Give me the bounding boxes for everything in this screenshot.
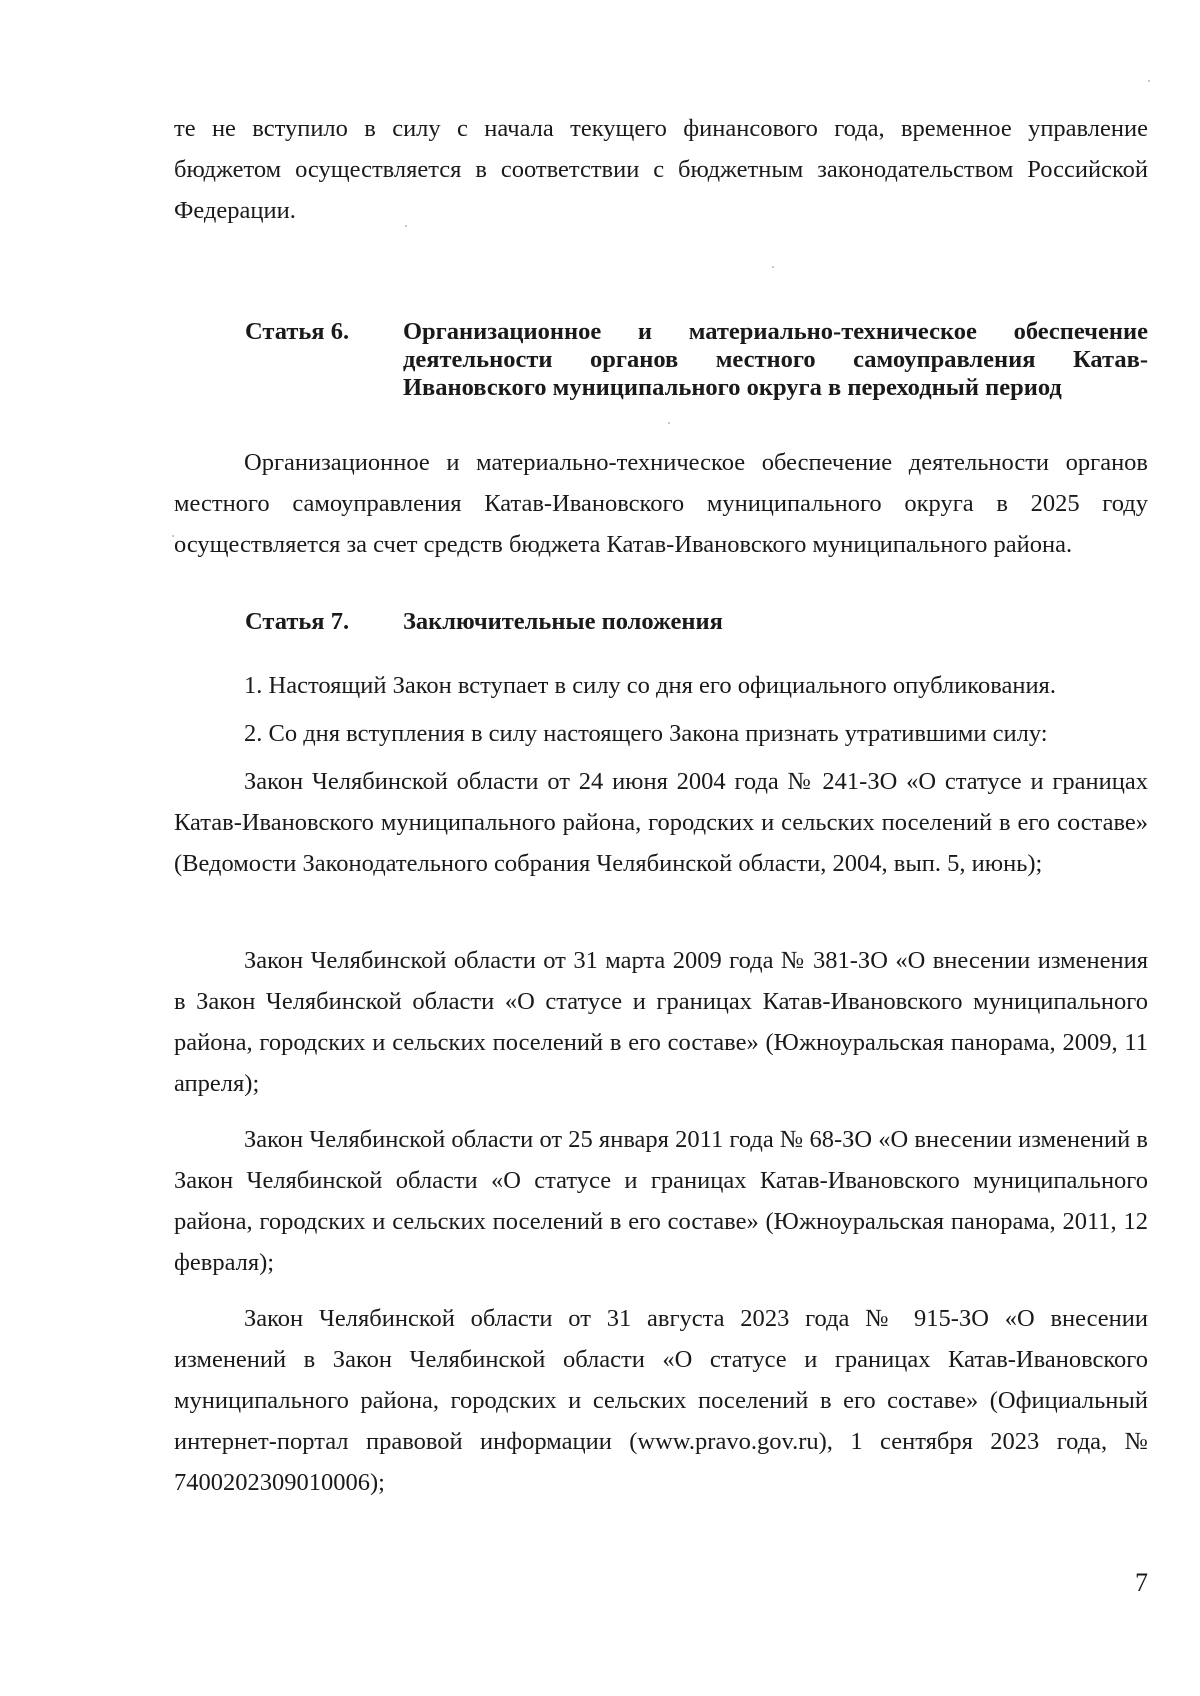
scan-speck [172,535,174,537]
repealed-law-2: Закон Челябинской области от 31 марта 2009 года № 381-ЗО «О внесении изменения в Закон Челябинской области «О статусе и границах Катав-Ивановского муниципального района, городских и сельских поселений в его составе» (Южноуральская панорама, 2009, 11 апреля); [174,947,1148,1097]
article-6-title: Организационное и материально-техническое обеспечение деятельности органов местного самоуправления Катав-Ивановского муниципального округа в переходный период [403,318,1148,401]
article-6-number: Статья 6. [245,318,350,345]
article-7-number: Статья 7. [245,608,350,635]
scan-speck [772,266,774,268]
article-7-title: Заключительные положения [403,608,723,635]
repealed-law-1: Закон Челябинской области от 24 июня 2004 года № 241-ЗО «О статусе и границах Катав-Ивановского муниципального района, городских и сельских поселений в его составе» (Ведомости Законодательного собрания Челябинской области, 2004, вып. 5, июнь); [174,768,1148,877]
article-6-heading [245,318,1148,408]
scan-speck [405,225,407,227]
article-6-body: Организационное и материально-техническое обеспечение деятельности органов местного самоуправления Катав-Ивановского муниципального округа в 2025 году осуществляется за счет средств бюджета Катав-Ивановского муниципального района. [174,449,1148,558]
page-number: 7 [1135,1568,1148,1597]
repealed-law-4: Закон Челябинской области от 31 августа 2023 года № 915-ЗО «О внесении изменений в Закон Челябинской области «О статусе и границах Катав-Ивановского муниципального района, городских и сельских поселений в его составе» (Официальный интернет-портал правовой информации (www.pravo.gov.ru), 1 сентября 2023 года, № 7400202309010006); [174,1305,1148,1496]
scan-speck [668,422,670,424]
article-7-item-1: 1. Настоящий Закон вступает в силу со дня его официального опубликования. [244,672,1056,699]
article-7-heading [245,608,1148,640]
scan-speck [1148,80,1150,82]
intro-paragraph: те не вступило в силу с начала текущего финансового года, временное управление бюджетом осуществляется в соответствии с бюджетным законодательством Российской Федерации. [174,115,1148,224]
article-7-item-2: 2. Со дня вступления в силу настоящего Закона признать утратившими силу: [244,720,1048,747]
repealed-law-3: Закон Челябинской области от 25 января 2011 года № 68-ЗО «О внесении изменений в Закон Челябинской области «О статусе и границах Катав-Ивановского муниципального района, городских и сельских поселений в его составе» (Южноуральская панорама, 2011, 12 февраля); [174,1126,1148,1276]
